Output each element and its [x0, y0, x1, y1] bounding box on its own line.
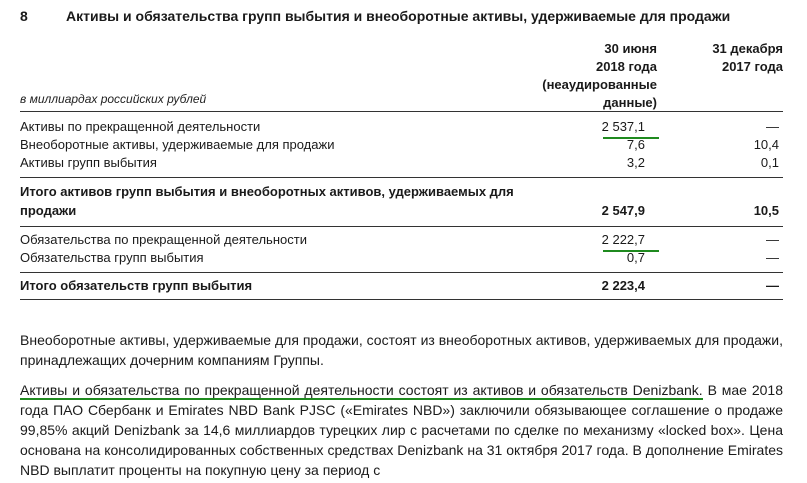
row-value-2017: — [766, 278, 779, 293]
table-row-total-liabilities [20, 277, 783, 295]
column-header-line: 30 июня [604, 41, 657, 56]
column-header-line: данные) [603, 95, 657, 110]
row-value-2018: 7,6 [626, 137, 645, 152]
table-row [20, 154, 783, 172]
paragraph-noncurrent-assets: Внеоборотные активы, удерживаемые для продажи, состоят из внеоборотных активов, удерживаемых для продажи, принадлежащих дочерним компаниям Группы. [20, 332, 783, 368]
column-header-line: (неаудированные [542, 77, 657, 92]
table-row-total-assets [20, 183, 783, 201]
row-value-2017: 10,4 [753, 137, 779, 152]
column-header-line: 31 декабря [712, 41, 783, 56]
table-divider [20, 272, 783, 273]
table-row [20, 118, 783, 136]
row-value-2018: 2 537,1 [601, 119, 645, 134]
row-label: продажи [20, 203, 77, 218]
table-divider [20, 111, 783, 112]
table-row [20, 136, 783, 154]
unit-label: в миллиардах российских рублей [20, 92, 207, 106]
column-header-june-2018 [497, 40, 657, 112]
highlighted-sentence: Активы и обязательства по прекращенной деятельности состоят из активов и обязательств Denizbank. [20, 382, 703, 398]
row-label: Итого обязательств групп выбытия [20, 278, 253, 293]
column-header-line: 2017 года [721, 59, 783, 74]
row-value-2017: 10,5 [753, 203, 779, 218]
row-label: Обязательства по прекращенной деятельности [20, 232, 307, 247]
row-value-2017: 0,1 [760, 155, 779, 170]
row-value-2018: 2 223,4 [601, 278, 645, 293]
row-label: Активы по прекращенной деятельности [20, 119, 261, 134]
table-row-total-assets-cont [20, 202, 783, 220]
section-title: Активы и обязательства групп выбытия и внеоборотные активы, удерживаемые для продажи [66, 8, 731, 24]
row-value-2017: — [766, 232, 779, 247]
table-divider [20, 226, 783, 227]
row-label: Обязательства групп выбытия [20, 250, 204, 265]
table-divider [20, 299, 783, 300]
paragraph-discontinued-operations [20, 380, 783, 480]
row-value-2017: — [766, 119, 779, 134]
row-label: Активы групп выбытия [20, 155, 157, 170]
row-value-2017: — [766, 250, 779, 265]
row-label: Внеоборотные активы, удерживаемые для продажи [20, 137, 335, 152]
row-value-2018: 3,2 [626, 155, 645, 170]
table-divider [20, 177, 783, 178]
paragraph-text: В мае 2018 года ПАО Сбербанк и Emirates NBD Bank PJSC («Emirates NBD») заключили обязывающее соглашение о продаже 99,85% акций Denizbank за 14,6 миллиардов турецких лир с расчетами по сделке по механизму «locked box». Цена основана на консолидированных собственных средствах Denizbank на 31 октября 2017 года. В дополнение Emirates NBD выплатит проценты на покупную цену за период с [20, 382, 783, 478]
row-value-2018: 2 222,7 [601, 232, 645, 247]
row-value-2018: 2 547,9 [601, 203, 645, 218]
section-number: 8 [20, 8, 28, 24]
row-label: Итого активов групп выбытия и внеоборотных активов, удерживаемых для [20, 184, 514, 199]
table-row [20, 231, 783, 249]
row-value-2018: 0,7 [626, 250, 645, 265]
table-row [20, 249, 783, 267]
column-header-dec-2017 [663, 40, 783, 76]
column-header-line: 2018 года [595, 59, 657, 74]
